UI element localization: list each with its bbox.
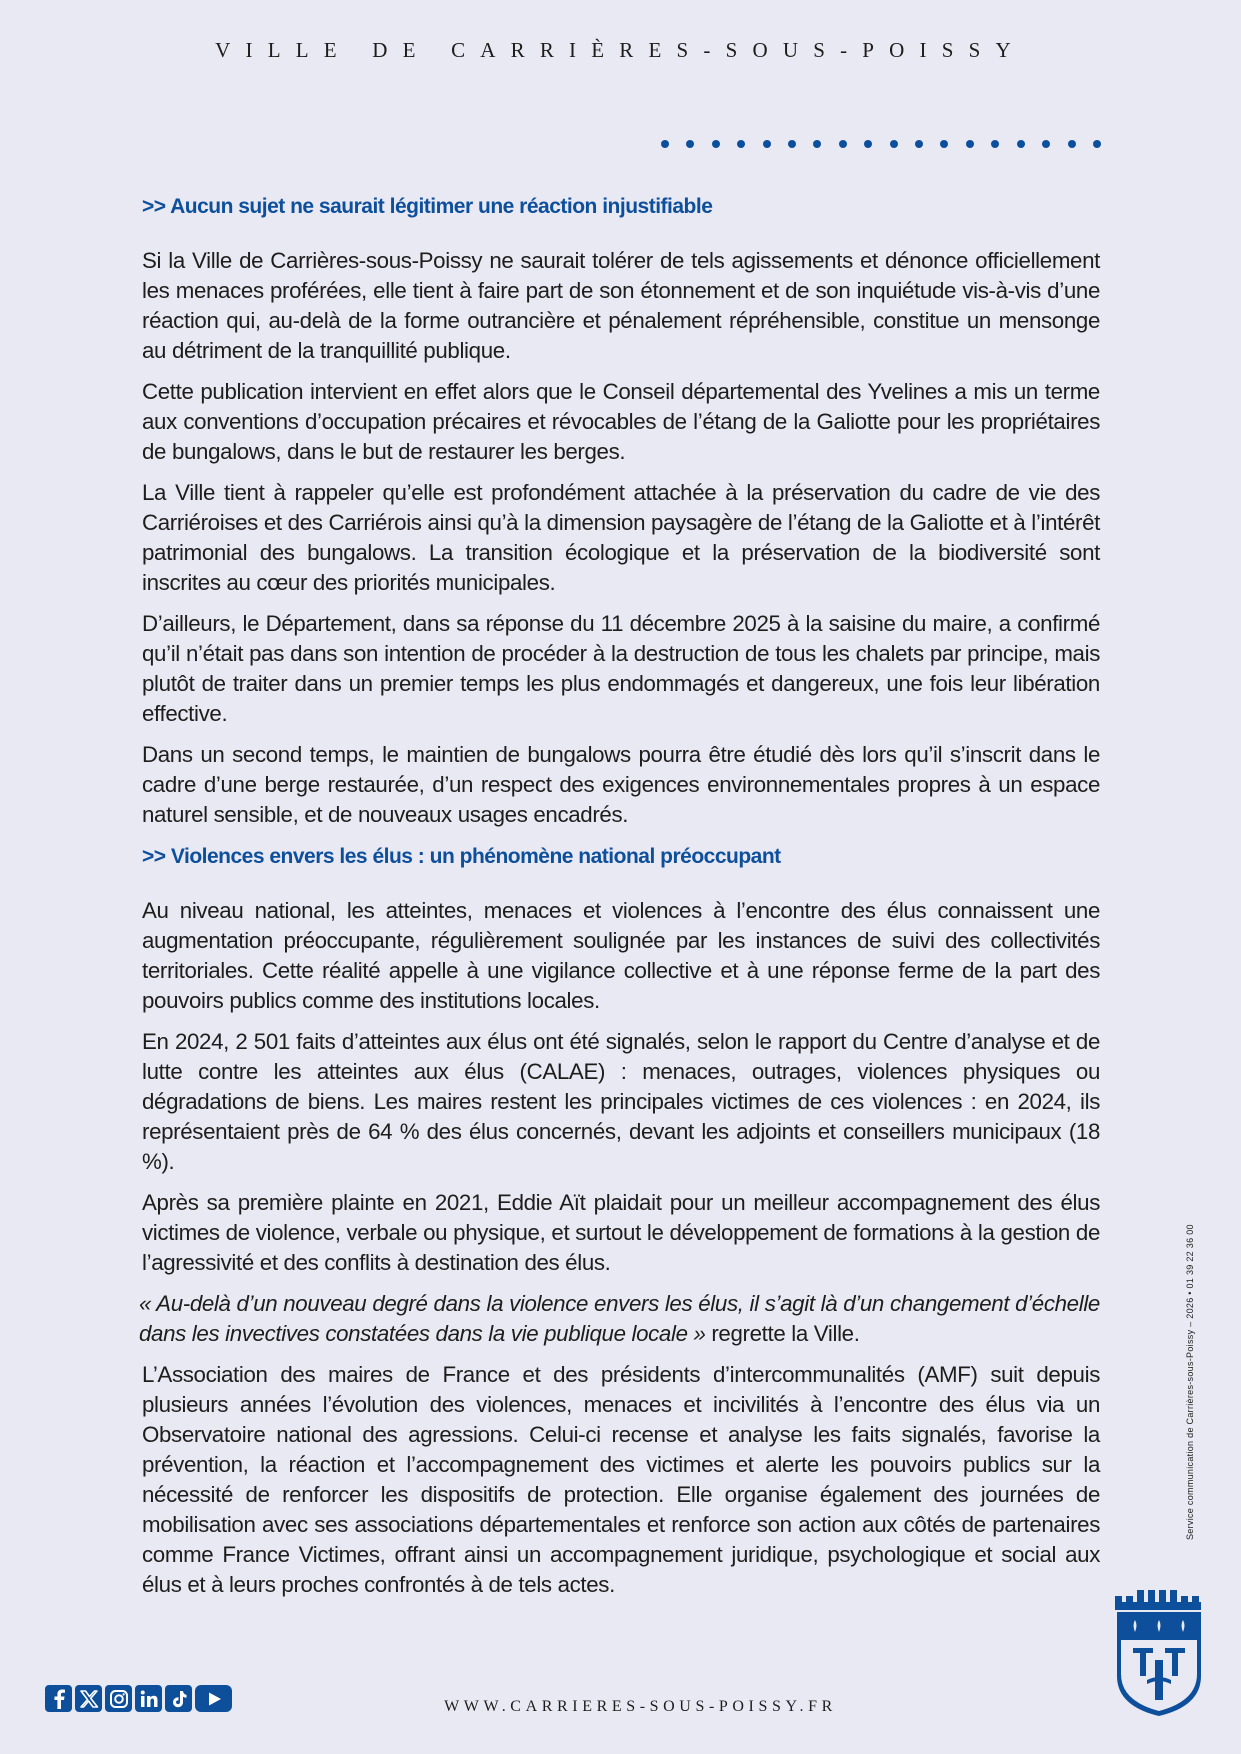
quote-text: « Au-delà d’un nouveau degré dans la violence envers les élus, il s’agit là d’un changement d’échelle dans les invectives constatées dans la vie publique locale »: [139, 1291, 1100, 1346]
paragraph: En 2024, 2 501 faits d’atteintes aux élus ont été signalés, selon le rapport du Centre d’analyse et de lutte contre les atteintes aux élus (CALAE) : menaces, outrages, violences physiques ou dégradations de biens. Les maires restent les principales victimes de ces violences : en 2024, ils représentaient près de 64 % des élus concernés, devant les adjoints et conseillers municipaux (18 %).: [142, 1029, 1100, 1174]
quote-paragraph: [139, 1289, 1100, 1349]
paragraph: D’ailleurs, le Département, dans sa réponse du 11 décembre 2025 à la saisine du maire, a confirmé qu’il n’était pas dans son intention de procéder à la destruction de tous les chalets par principe, mais plutôt de traiter dans un premier temps les plus endommagés et dangereux, une fois leur libération effective.: [142, 611, 1100, 726]
quote-attribution: regrette la Ville.: [705, 1321, 860, 1346]
paragraph: Au niveau national, les atteintes, menaces et violences à l’encontre des élus connaissent une augmentation préoccupante, régulièrement soulignée par les instances de suivi des collectivités territoriales. Cette réalité appelle à une vigilance collective et à une réponse ferme de la part des pouvoirs publics comme des institutions locales.: [142, 898, 1100, 1013]
paragraph: L’Association des maires de France et des présidents d’intercommunalités (AMF) suit depuis plusieurs années l’évolution des violences, menaces et incivilités à l’encontre des élus via un Observatoire national des agressions. Celui-ci recense et analyse les faits signalés, favorise la prévention, la réaction et l’accompagnement des victimes et alerte les pouvoirs publics sur la nécessité de renforcer les dispositifs de protection. Elle organise également des journées de mobilisation avec ses associations départementales et renforce son action aux côtés de partenaires comme France Victimes, offrant ainsi un accompagnement juridique, psychologique et social aux élus et à leurs proches confrontés à de tels actes.: [142, 1362, 1100, 1597]
article-body: [139, 192, 1100, 1611]
page-header-title: VILLE DE CARRIÈRES-SOUS-POISSY: [215, 38, 1026, 62]
section-heading: >> Violences envers les élus : un phénomène national préoccupant: [142, 845, 781, 868]
decorative-dot-line: [661, 139, 1101, 149]
paragraph: Dans un second temps, le maintien de bungalows pourra être étudié dès lors qu’il s’inscrit dans le cadre d’une berge restaurée, d’un respect des exigences environnementales propres à un espace naturel sensible, et de nouveaux usages encadrés.: [142, 742, 1100, 827]
footer-website-link[interactable]: WWW.CARRIERES-SOUS-POISSY.FR: [444, 1698, 837, 1715]
section-heading: >> Aucun sujet ne saurait légitimer une réaction injustifiable: [142, 195, 713, 218]
paragraph: Cette publication intervient en effet alors que le Conseil départemental des Yvelines a mis un terme aux conventions d’occupation précaires et révocables de l’étang de la Galiotte pour les propriétaires de bungalows, dans le but de restaurer les berges.: [142, 379, 1100, 464]
credit-sidenote: Service communication de Carrières-sous-Poissy – 2026 • 01 39 22 36 00: [1185, 1224, 1195, 1540]
paragraph: Si la Ville de Carrières-sous-Poissy ne saurait tolérer de tels agissements et dénonce officiellement les menaces proférées, elle tient à faire part de son étonnement et de son inquiétude vis-à-vis d’une réaction qui, au-delà de la forme outrancière et pénalement répréhensible, constitue un mensonge au détriment de la tranquillité publique.: [142, 248, 1100, 363]
paragraph: Après sa première plainte en 2021, Eddie Aït plaidait pour un meilleur accompagnement des élus victimes de violence, verbale ou physique, et surtout le développement de formations à la gestion de l’agressivité et des conflits à destination des élus.: [142, 1190, 1100, 1275]
paragraph: La Ville tient à rappeler qu’elle est profondément attachée à la préservation du cadre de vie des Carriéroises et des Carriérois ainsi qu’à la dimension paysagère de l’étang de la Galiotte et à l’intérêt patrimonial des bungalows. La transition écologique et la préservation de la biodiversité sont inscrites au cœur des priorités municipales.: [142, 480, 1100, 595]
city-crest-logo: [1113, 1588, 1205, 1718]
